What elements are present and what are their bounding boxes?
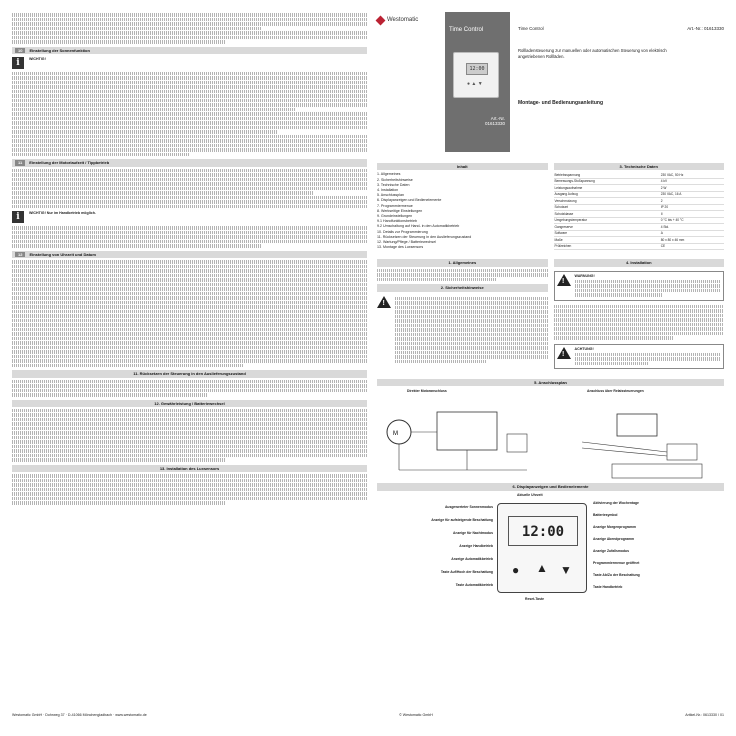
display-label-right: Taste Handbetrieb [593, 584, 623, 589]
table-cell: 2 W [660, 185, 724, 192]
up-button-icon[interactable]: ▲ [536, 560, 548, 575]
table-cell: 0 °C bis + 40 °C [660, 217, 724, 224]
toc-item: 13. Montage des Luxsensors [377, 245, 424, 250]
display-label-left: Taste Automatikbetrieb [455, 582, 493, 587]
text-line [12, 18, 367, 22]
footer-company: Westomatic GmbH · Dohrweg 37 · D-41066 Mönchengladbach · www.westomatic.de [12, 713, 147, 717]
table-cell: Gangreserve [554, 224, 660, 231]
section-header-warranty: 12. Gewährleistung / Batteriewechsel [12, 400, 367, 407]
table-cell: 230 VAC, 50 Hz [660, 172, 724, 178]
toc-item: 8. Werkseitige Einstellungen [377, 208, 423, 213]
table-cell: 4 Std. [660, 224, 724, 231]
display-label-right: Taste Ab/Zu der Beschattung [593, 572, 640, 577]
toc-item: 9.2 Umschaltung auf Hand- in den Automatikbetrieb [377, 224, 460, 229]
table-cell: Maße [554, 237, 660, 244]
text-line [12, 22, 367, 26]
display-label-right: Anzeige Abendprogramm [593, 536, 635, 541]
svg-text:M: M [393, 431, 398, 438]
header-row [518, 12, 724, 32]
table-cell: 2 [660, 198, 724, 205]
install-warning: ! WARNUNG! [554, 271, 725, 301]
display-label-right: Anzeige Morgenprogramm [593, 524, 636, 529]
toc-block [377, 160, 548, 250]
cover-header [377, 12, 724, 152]
table-cell: 80 x 80 x 46 mm [660, 237, 724, 244]
cover-spacer [377, 12, 443, 152]
header-title: Time Control [518, 26, 544, 31]
tech-block [554, 160, 725, 250]
table-cell: Schutzklasse [554, 211, 660, 218]
wiring-drawing [377, 392, 724, 482]
manual-subtitle: Montage- und Bedienungsanleitung [518, 99, 603, 106]
tech-table [554, 172, 725, 250]
display-header: 6. Displayanzeigen und Bedienelemente [377, 483, 724, 490]
install-caution: ! ACHTUNG! [554, 344, 725, 369]
display-label-left: Anzeige Automatikbetrieb [451, 556, 493, 561]
display-label-left: Anzeige Handbetrieb [459, 543, 493, 548]
table-cell: Software [554, 230, 660, 237]
cover-title: Time Control [449, 27, 484, 33]
table-cell: II [660, 211, 724, 218]
toc-item: 9.1 Handfunktionsbetrieb [377, 219, 417, 224]
section-header-11: 11 Einstellung der Motorlaufzeit / Tippbetrieb [12, 159, 367, 166]
auto-button-icon[interactable]: ● [512, 562, 520, 577]
table-cell: A [660, 230, 724, 237]
display-label-right: Programmiermenue geöffnet [593, 560, 640, 565]
table-cell: IP 20 [660, 204, 724, 211]
footer-copyright: © Westomatic GmbH [399, 713, 433, 717]
section-header-reset: 11. Rücksetzen der Steuerung in den Auslieferungszustand [12, 370, 367, 377]
display-label-right: Aktivierung der Wochentage [593, 500, 639, 505]
toc-item: 4. Installation [377, 188, 399, 192]
safety-warning [377, 296, 548, 365]
text-line [12, 13, 367, 17]
display-label-left: Anzeige für aufsteigende Beschattung [431, 517, 493, 522]
brand-logo: Westomatic [377, 16, 443, 24]
table-cell: Leistungsaufnahme [554, 185, 660, 192]
text-line [12, 31, 367, 35]
lcd-time: 12:00 [508, 516, 578, 546]
wiring-header: 5. Anschlussplan [377, 379, 724, 386]
tech-header: 3. Technische Daten [554, 163, 725, 170]
down-button-icon[interactable]: ▼ [560, 562, 572, 577]
table-cell: CE [660, 243, 724, 250]
text-line [12, 27, 261, 31]
section-header-luxsensor: 13. Installation des Luxsensors [12, 465, 367, 472]
right-column [377, 12, 724, 605]
section-header-10: 10 Einstellung der Sonnenfunktion [12, 47, 367, 54]
safety-header: 2. Sicherheitshinweise [377, 284, 548, 291]
toc-item: 7. Programmiermenue [377, 203, 413, 208]
footer-code: Artikel-Nr.: 0613330 / 01 [685, 713, 724, 717]
toc-item: 10. Details zur Programmierung [377, 229, 428, 234]
text-line [12, 36, 367, 40]
product-description: Rollladensteuerung zur manuellen oder automatischen Steuerung von elektrisch angetriebenen Rollläden. [518, 48, 667, 59]
warning-icon [557, 274, 571, 286]
device-buttons: ● ▲ ▼ [467, 81, 483, 87]
table-cell: Schutzart [554, 204, 660, 211]
table-row [554, 243, 725, 250]
header-article: Art.-Nr.: 01613330 [687, 26, 724, 31]
brand-mark-icon [376, 15, 386, 25]
lcd-device [497, 503, 587, 593]
cover-panel [445, 12, 510, 152]
display-diagram: Aktuelle Uhrzeit 12:00 ● ▲ ▼ Ausgewerteter Sonnenmodus Anzeige für aufsteigende Beschattung Anzeige für Nachtmodus Anzeige Handbetrieb Anzeige Automatikbetrieb Taste Auf/Hoch der Beschattung Taste Automatikbetrieb Aktivierung der Wochentage Batteriesymbol Anzeige Morgenprogramm Anzeige Abendprogramm Anzeige Zufallsmodus Programmiermenue geöffnet Taste Ab/Zu der Beschattung Taste Handbetrieb Reset-Taste [431, 492, 640, 601]
info-box: i WICHTIG! Nur im Handbetrieb möglich. [12, 211, 367, 223]
text-line [12, 40, 225, 44]
install-block [554, 256, 725, 373]
toc-tech-row [377, 160, 724, 250]
toc-header: Inhalt [377, 163, 548, 170]
toc-item: 11. Rücksetzen der Steuerung in den Auslieferungszustand [377, 234, 472, 239]
general-install-row [377, 256, 724, 373]
table-cell: Prüfzeichen [554, 243, 660, 250]
toc-list [377, 172, 548, 250]
device-screen: 12:00 [466, 63, 488, 75]
display-label-right: Anzeige Zufallsmodus [593, 548, 629, 553]
display-label-right: Batteriesymbol [593, 512, 618, 517]
toc-item: 12. Wartung/Pflege / Batteriewechsel [377, 240, 436, 245]
toc-item: 9. Grundeinstellungen [377, 214, 413, 219]
table-cell: Bemessungs-Stoßspannung [554, 178, 660, 185]
wiring-diagram: Direkter Motoranschluss Anschluss über Relaissteuerungen M [377, 388, 724, 480]
device-image [453, 52, 499, 98]
left-column [12, 12, 367, 506]
toc-item: 6. Displayanzeigen und Bedienelemente [377, 198, 442, 203]
general-header: 1. Allgemeines [377, 259, 548, 266]
install-header: 4. Installation [554, 259, 725, 266]
toc-item: 5. Anschlussplan [377, 193, 404, 198]
table-cell: Umgebungstemperatur [554, 217, 660, 224]
table-cell: Betriebsspannung [554, 172, 660, 178]
info-icon: i [12, 57, 24, 69]
general-block [377, 256, 548, 373]
toc-item: 3. Technische Daten [377, 182, 410, 187]
table-cell: 4 kV [660, 178, 724, 185]
display-label-left: Anzeige für Nachtmodus [453, 530, 493, 535]
cover-article: Art.-Nr. 01613330 [484, 116, 505, 127]
display-label-left: Ausgewerteter Sonnenmodus [444, 504, 493, 509]
warning-icon [557, 347, 571, 359]
table-cell: Verschmutzung [554, 198, 660, 205]
footer [12, 713, 724, 718]
display-label-left: Taste Auf/Hoch der Beschattung [440, 569, 493, 574]
warning-icon [377, 296, 391, 308]
section-header-12: 12 Einstellung von Uhrzeit und Datum [12, 251, 367, 258]
table-cell: Ausgang Aufzug [554, 191, 660, 198]
toc-item: 2. Sicherheitshinweise [377, 177, 413, 182]
info-icon: i [12, 211, 24, 223]
toc-item: 1. Allgemeines [377, 172, 401, 177]
cover-info [512, 12, 724, 152]
table-cell: 230 VAC, 16 A [660, 191, 724, 198]
manual-page [12, 12, 724, 724]
info-box: i WICHTIG! [12, 57, 367, 69]
